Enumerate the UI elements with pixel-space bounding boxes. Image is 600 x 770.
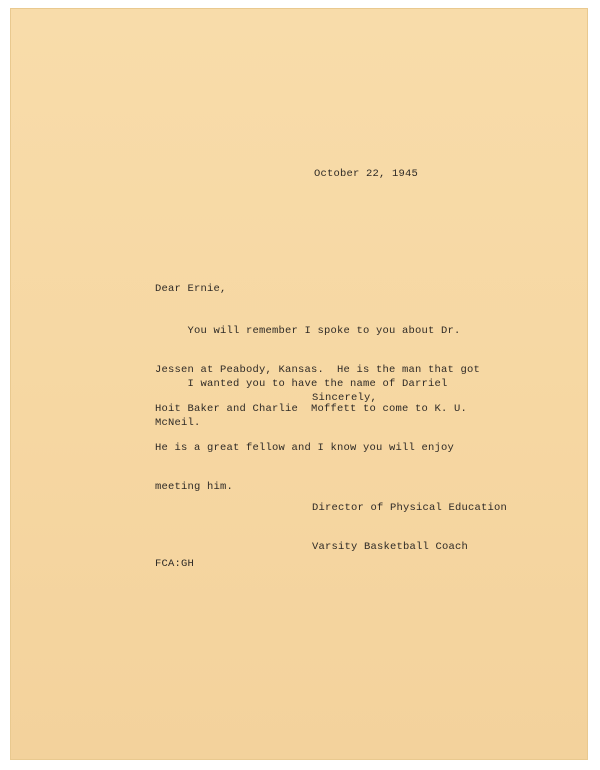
paragraph-line: I wanted you to have the name of Darriel bbox=[155, 378, 448, 390]
body-paragraph-2 bbox=[155, 352, 448, 456]
paragraph-line: You will remember I spoke to you about Dr. bbox=[155, 325, 461, 337]
signature-block bbox=[312, 476, 507, 580]
paragraph-line: McNeil. bbox=[155, 417, 201, 429]
reference-initials: FCA:GH bbox=[155, 558, 195, 570]
letter-page bbox=[10, 8, 588, 760]
paragraph-line: Jessen at Peabody, Kansas. He is the man that got bbox=[155, 364, 481, 376]
letter-date: October 22, 1945 bbox=[314, 168, 419, 180]
closing: Sincerely, bbox=[312, 392, 378, 404]
signature-title: Director of Physical Education bbox=[312, 502, 508, 514]
paragraph-line: He is a great fellow and I know you will enjoy bbox=[155, 442, 455, 454]
salutation: Dear Ernie, bbox=[155, 283, 227, 295]
paragraph-line: Hoit Baker and Charlie Moffett to come to K. U. bbox=[155, 403, 468, 415]
signature-title: Varsity Basketball Coach bbox=[312, 541, 469, 553]
paragraph-line: meeting him. bbox=[155, 481, 234, 493]
